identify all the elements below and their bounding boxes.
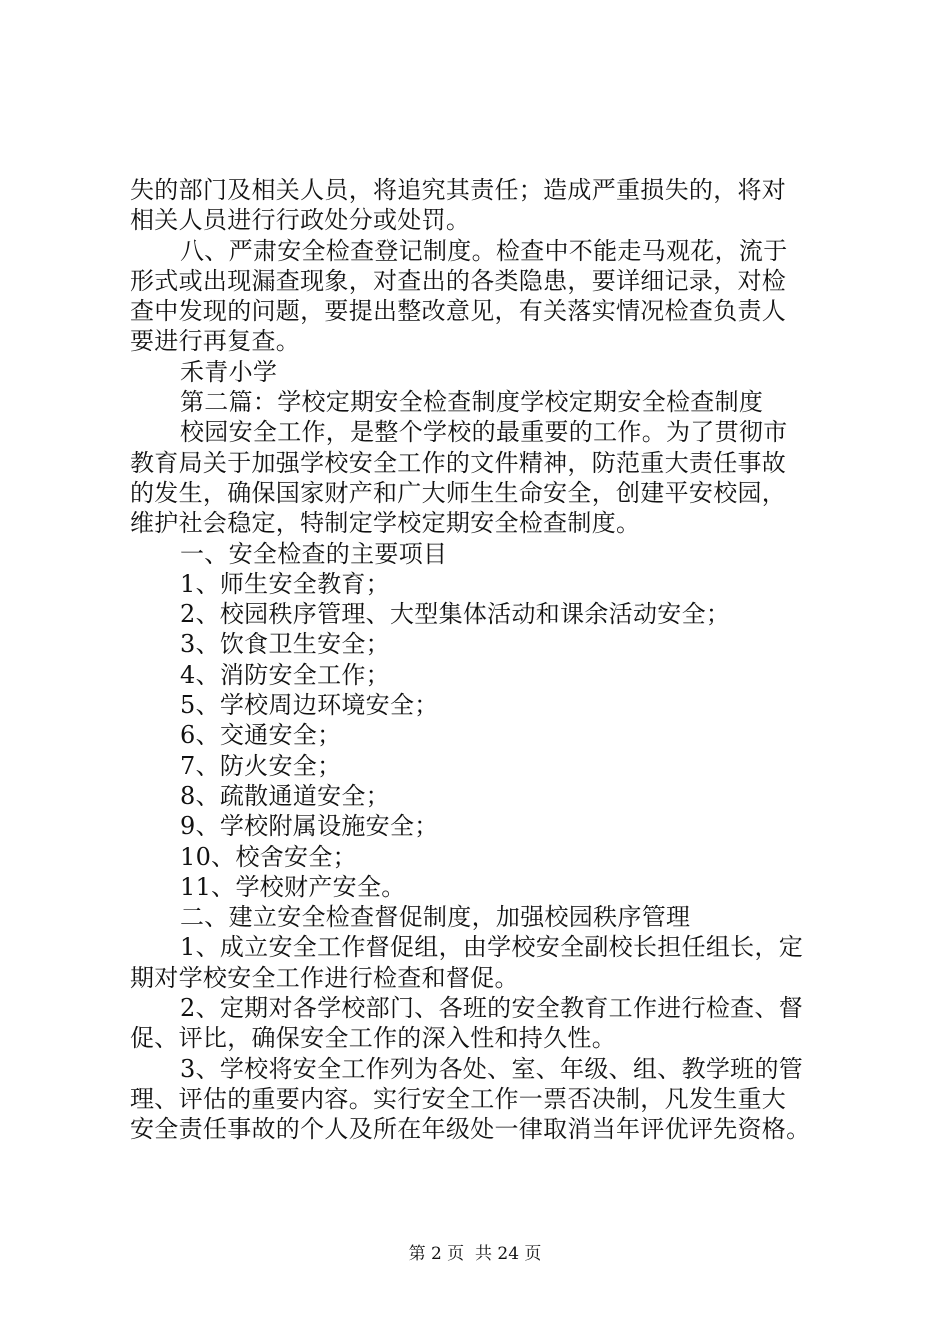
text-line: 4、消防安全工作； <box>180 660 390 689</box>
text-line: 2、校园秩序管理、大型集体活动和课余活动安全； <box>180 600 731 629</box>
text-line: 要进行再复查。 <box>130 327 301 356</box>
text-line: 安全责任事故的个人及所在年级处一律取消当年评优评先资格。 <box>130 1115 811 1144</box>
text-line: 二、建立安全检查督促制度，加强校园秩序管理 <box>180 903 691 932</box>
text-line: 8、疏散通道安全； <box>180 781 390 810</box>
text-line: 理、评估的重要内容。实行安全工作一票否决制，凡发生重大 <box>130 1084 787 1113</box>
text-line: 3、饮食卫生安全； <box>180 630 390 659</box>
text-line: 6、交通安全； <box>180 721 342 750</box>
text-line: 1、师生安全教育； <box>180 569 390 598</box>
text-line: 9、学校附属设施安全； <box>180 812 439 841</box>
text-line: 相关人员进行行政处分或处罚。 <box>130 206 471 235</box>
text-line: 促、评比，确保安全工作的深入性和持久性。 <box>130 1024 616 1053</box>
text-line: 1、成立安全工作督促组，由学校安全副校长担任组长，定 <box>180 933 804 962</box>
text-line: 维护社会稳定，特制定学校定期安全检查制度。 <box>130 509 641 538</box>
page-number-footer: 第 2 页 共 24 页 <box>408 1244 542 1264</box>
text-line: 期对学校安全工作进行检查和督促。 <box>130 963 519 992</box>
text-line: 八、严肃安全检查登记制度。检查中不能走马观花，流于 <box>180 236 788 265</box>
text-line: 5、学校周边环境安全； <box>180 691 439 720</box>
text-line: 第二篇：学校定期安全检查制度学校定期安全检查制度 <box>180 388 764 417</box>
text-line: 的发生，确保国家财产和广大师生生命安全，创建平安校园， <box>130 478 787 507</box>
text-line: 查中发现的问题，要提出整改意见，有关落实情况检查负责人 <box>130 297 787 326</box>
text-line: 3、学校将安全工作列为各处、室、年级、组、教学班的管 <box>180 1054 804 1083</box>
text-line: 11、学校财产安全。 <box>180 872 406 901</box>
text-line: 2、定期对各学校部门、各班的安全教育工作进行检查、督 <box>180 994 804 1023</box>
text-line: 禾青小学 <box>180 357 278 386</box>
text-line: 一、安全检查的主要项目 <box>180 539 448 568</box>
text-line: 10、校舍安全； <box>180 842 357 871</box>
text-line: 校园安全工作，是整个学校的最重要的工作。为了贯彻市 <box>180 418 788 447</box>
document-body <box>130 175 830 1145</box>
text-line: 失的部门及相关人员，将追究其责任；造成严重损失的，将对 <box>130 176 787 204</box>
text-line: 教育局关于加强学校安全工作的文件精神，防范重大责任事故 <box>130 448 787 477</box>
text-line: 形式或出现漏查现象，对查出的各类隐患，要详细记录，对检 <box>130 266 787 295</box>
text-line: 7、防火安全； <box>180 751 342 780</box>
